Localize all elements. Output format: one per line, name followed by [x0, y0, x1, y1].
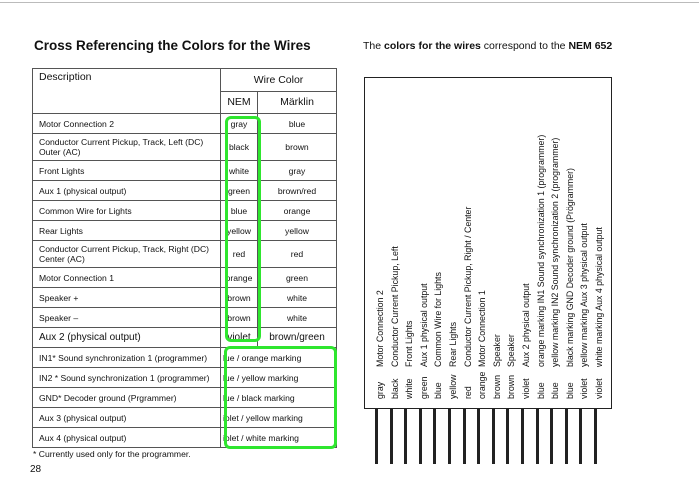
table-row	[33, 308, 337, 328]
row-nem: white	[221, 161, 258, 181]
connector-wire-function: Motor Connection 1	[477, 290, 488, 367]
connector-wire-label	[417, 283, 431, 399]
caption-bold: colors for the wires	[384, 40, 481, 52]
page-title: Cross Referencing the Colors for the Wires	[34, 38, 311, 53]
connector-wire-label	[534, 135, 548, 399]
connector-wire-color: black	[389, 378, 400, 399]
connector-wire-color: white	[404, 378, 415, 399]
row-description: Front Lights	[33, 161, 221, 181]
connector-wire-function: Speaker	[491, 334, 502, 367]
row-nem: brown	[221, 308, 258, 328]
row-description: Aux 2 (physical output)	[33, 328, 221, 348]
connector-wire-function: yellow marking IN2 Sound synchronization 2 (programmer)	[550, 137, 561, 367]
row-description: Common Wire for Lights	[33, 201, 221, 221]
row-nem: blue	[221, 201, 258, 221]
connector-wire-label	[592, 227, 606, 399]
header-marklin: Märklin	[258, 91, 337, 114]
row-description: Conductor Current Pickup, Track, Right (DC) Center (AC)	[33, 241, 221, 268]
caption-part: correspond to the	[480, 40, 569, 52]
row-nem: red	[221, 241, 258, 268]
connector-wire-label	[431, 272, 445, 399]
row-description: Speaker +	[33, 288, 221, 308]
row-nem: gray	[221, 114, 258, 134]
connector-wire-label	[563, 168, 577, 399]
connector-wire-color: blue	[564, 382, 575, 399]
connector-wire-function: Conductor Current Pickup, Right / Center	[462, 206, 473, 367]
connector-wire-color: gray	[375, 381, 385, 399]
connector-wire-color: orange	[477, 371, 488, 399]
table-row	[33, 201, 337, 221]
row-marking: iolet / yellow marking	[221, 408, 337, 428]
connector-wire-color: yellow	[448, 374, 458, 399]
row-marking: lue / black marking	[221, 388, 337, 408]
connector-pin	[463, 408, 466, 464]
row-description: Motor Connection 2	[33, 114, 221, 134]
connector-wire-function: Common Wire for Lights	[433, 272, 444, 367]
connector-wire-label	[577, 223, 591, 399]
connector-wire-function: Conductor Current Pickup, Left	[389, 246, 400, 367]
table-row	[33, 268, 337, 288]
connector-pin	[390, 408, 393, 464]
row-description: Aux 4 (physical output)	[33, 428, 221, 448]
row-description: Rear Lights	[33, 221, 221, 241]
row-marklin: white	[258, 308, 337, 328]
row-marklin: brown/red	[258, 181, 337, 201]
table-row	[33, 288, 337, 308]
row-nem: green	[221, 181, 258, 201]
connector-wire-color: violet	[579, 378, 590, 399]
connector-wire-function: Aux 1 physical output	[418, 283, 429, 367]
connector-wire-function: Front Lights	[404, 320, 415, 367]
row-marklin: red	[258, 241, 337, 268]
connector-pin	[433, 408, 436, 464]
row-nem: orange	[221, 268, 258, 288]
connector-wire-label	[446, 322, 460, 399]
connector-wire-function: Rear Lights	[448, 322, 458, 367]
page-number: 28	[30, 464, 42, 475]
connector-pin	[404, 408, 407, 464]
table-row	[33, 328, 337, 348]
row-marking: lue / orange marking	[221, 348, 337, 368]
row-nem: violet	[221, 328, 258, 348]
connector-wire-label	[388, 246, 402, 399]
connector-wire-function: yellow marking Aux 3 physical output	[579, 223, 590, 367]
connector-pin	[419, 408, 422, 464]
connector-wire-color: blue	[550, 382, 561, 399]
row-description: IN1* Sound synchronization 1 (programmer)	[33, 348, 221, 368]
connector-pin	[579, 408, 582, 464]
connector-wire-label	[402, 321, 416, 399]
row-marklin: white	[258, 288, 337, 308]
connector-wire-function: Motor Connection 2	[375, 290, 385, 367]
row-marklin: yellow	[258, 221, 337, 241]
connector-wire-label	[548, 138, 562, 399]
connector-wire-function: Speaker	[506, 334, 517, 367]
connector-wire-label	[519, 283, 533, 399]
connector-caption	[363, 40, 612, 52]
connector-pin	[594, 408, 597, 464]
row-description: Aux 3 (physical output)	[33, 408, 221, 428]
connector-pin	[492, 408, 495, 464]
connector-pin	[375, 408, 378, 464]
connector-wire-label	[504, 334, 518, 399]
header-nem: NEM	[221, 91, 258, 114]
row-marking: lue / yellow marking	[221, 368, 337, 388]
row-marklin: brown/green	[258, 328, 337, 348]
connector-pin	[448, 408, 451, 464]
footnote: * Currently used only for the programmer.	[33, 449, 191, 459]
table-row	[33, 181, 337, 201]
connector-wire-color: brown	[491, 375, 502, 399]
row-marklin: orange	[258, 201, 337, 221]
connector-pin	[477, 408, 480, 464]
connector-pin	[506, 408, 509, 464]
connector-wire-function: white marking Aux 4 physical output	[594, 227, 604, 367]
row-marklin: gray	[258, 161, 337, 181]
row-nem: brown	[221, 288, 258, 308]
row-description: Speaker –	[33, 308, 221, 328]
row-marklin: brown	[258, 134, 337, 161]
table-row	[33, 161, 337, 181]
connector-wire-function: Aux 2 physical output	[521, 283, 531, 367]
connector-wire-function: orange marking IN1 Sound synchronization 1 (programmer)	[535, 134, 546, 367]
connector-wire-label	[373, 290, 387, 399]
row-description: GND* Decoder ground (Prgrammer)	[33, 388, 221, 408]
table-row	[33, 134, 337, 161]
caption-bold: NEM 652	[568, 40, 613, 52]
connector-wire-color: blue	[433, 382, 444, 399]
row-marklin: green	[258, 268, 337, 288]
table-row	[33, 114, 337, 134]
header-wire-color: Wire Color	[221, 69, 337, 92]
caption-part: The	[363, 40, 385, 52]
row-description: Aux 1 (physical output)	[33, 181, 221, 201]
table-row	[33, 221, 337, 241]
header-description: Description	[33, 69, 221, 114]
table-row	[33, 241, 337, 268]
connector-wire-color: blue	[535, 382, 546, 399]
row-description: IN2 * Sound synchronization 1 (programmer)	[33, 368, 221, 388]
row-description: Conductor Current Pickup, Track, Left (DC) Outer (AC)	[33, 134, 221, 161]
connector-diagram	[364, 77, 612, 409]
nem-column-highlight	[225, 116, 261, 342]
marking-rows-highlight	[224, 346, 337, 449]
connector-wire-color: green	[418, 376, 429, 399]
connector-wire-function: black marking GND Decoder ground (Prögrammer)	[564, 168, 575, 367]
row-nem: yellow	[221, 221, 258, 241]
connector-wire-color: red	[462, 386, 473, 399]
connector-wire-color: violet	[521, 378, 531, 399]
connector-wire-label	[475, 290, 489, 399]
row-nem: black	[221, 134, 258, 161]
top-rule	[0, 2, 699, 3]
connector-pin	[565, 408, 568, 464]
connector-pin	[550, 408, 553, 464]
connector-wire-label	[490, 334, 504, 399]
connector-wire-label	[461, 207, 475, 399]
connector-wire-color: violet	[594, 378, 604, 399]
row-description: Motor Connection 1	[33, 268, 221, 288]
connector-pin	[521, 408, 524, 464]
row-marklin: blue	[258, 114, 337, 134]
connector-pin	[536, 408, 539, 464]
row-marking: iolet / white marking	[221, 428, 337, 448]
connector-wire-color: brown	[506, 375, 517, 399]
